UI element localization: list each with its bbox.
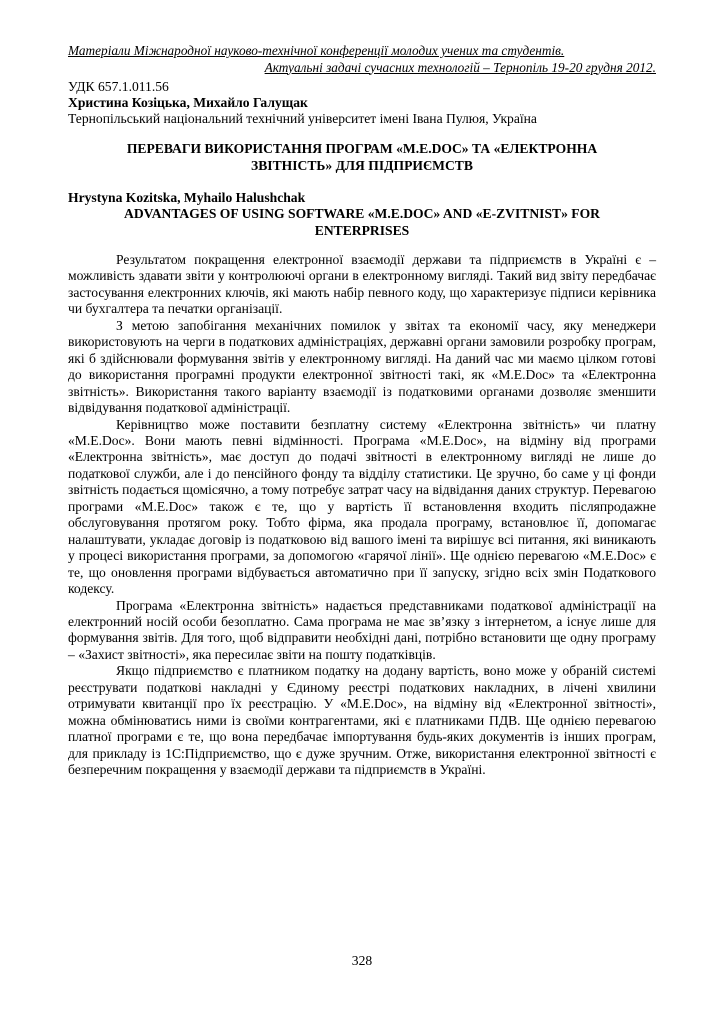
paragraph: Результатом покращення електронної взаємодії держави та підприємств в Україні є – можливість здавати звіти у контролюючі органи в електронному вигляді. Такий вид звіту передбачає застосування електронних ключів, які мають набір певного коду, що характеризує підписи керівника чи бухгалтера та печатки організації.	[68, 252, 656, 317]
conference-header-line-2: Актуальні задачі сучасних технологій – Тернопіль 19-20 грудня 2012.	[264, 59, 656, 75]
affiliation: Тернопільський національний технічний університет імені Івана Пулюя, Україна	[68, 111, 537, 126]
title-en-line-1: ADVANTAGES OF USING SOFTWARE «M.E.DOC» AND «E-ZVITNIST» FOR	[124, 206, 600, 221]
title-en-line-2: ENTERPRISES	[314, 222, 410, 238]
paragraph: Якщо підприємство є платником податку на додану вартість, воно може у обраній системі реєструвати податкові накладні у Єдиному реєстрі податкових накладних, в лічені хвилини отримувати квитанції про їх реєстрацію. У «M.E.Doc», на відміну від «Електронної звітності», можна обмінюватись ними із своїми контрагентами, які є платниками ПДВ. Ще однією перевагою платної програми є те, що вона передбачає імпортування будь-яких документів із інших програм, для прикладу із 1С:Підприємство, що є дуже зручним. Отже, використання електронної звітності є безперечним покращення у взаємодії держави та підприємств в Україні.	[68, 663, 656, 778]
title-ua-line-2: ЗВІТНІСТЬ» ДЛЯ ПІДПРИЄМСТВ	[251, 157, 473, 173]
paragraph: Програма «Електронна звітність» надається представниками податкової адміністрації на електронний носій особи безоплатно. Сама програма не має зв’язку з інтернетом, а існує лише для формування звітів. Для того, щоб відправити необхідні дані, потрібно встановити ще одну програму – «Захист звітності», яка пересилає звіти на пошту податківців.	[68, 597, 656, 662]
page-number: 328	[351, 953, 373, 968]
title-ua-line-1: ПЕРЕВАГИ ВИКОРИСТАННЯ ПРОГРАМ «M.E.DOC» ТА «ЕЛЕКТРОННА	[126, 141, 598, 156]
article-body	[68, 252, 656, 779]
title-ua	[68, 141, 656, 174]
conference-header-line-1: Матеріали Міжнародної науково-технічної конференції молодих учених та студентів.	[68, 43, 565, 58]
title-en	[68, 206, 656, 239]
authors-ua: Христина Козіцька, Михайло Галущак	[68, 95, 308, 110]
authors-en: Hrystyna Kozitska, Myhailo Halushchak	[68, 190, 306, 205]
conference-header	[68, 43, 656, 76]
paragraph: Керівництво може поставити безплатну систему «Електронна звітність» чи платну «M.E.Doc». Вони мають певні відмінності. Програма «M.E.Doc», на відміну від програми «Електронна звітність», має доступ до подачі звітності в електронному вигляді не лише до податкової служби, але і до пенсійного фонду та відділу статистики. Це зручно, бо саме у ці фонди звітність подається щомісячно, а тому потребує затрат часу на відвідання даних структур. Перевагою програми «M.E.Doc» також є те, що у вартість її встановлення входить післяпродажне обслуговування протягом року. Тобто фірма, яка продала програму, встановлює її, допомагає налаштувати, укладає договір із податковою від вашого імені та вирішує всі питання, які виникають у процесі використання програми, за допомогою «гарячої лінії». Ще однією перевагою «M.E.Doc» є те, що оновлення програми відбувається автоматично при її запуску, згідно всіх змін Податкового кодексу.	[68, 416, 656, 597]
paragraph: З метою запобігання механічних помилок у звітах та економії часу, яку менеджери використовують на черги в податкових адміністраціях, державні органи замовили розробку програм, які б здійснювали формування звітів у електронному вигляді. На даний час ми маємо цілком готові до використання програмні продукти електронної звітності такі, як «M.E.Doc» та «Електронна звітність». Використання такого варіанту взаємодії із податковими органами дозволяє зменшити відвідування податкової адміністрації.	[68, 317, 656, 416]
udk-code: УДК 657.1.011.56	[68, 79, 169, 94]
